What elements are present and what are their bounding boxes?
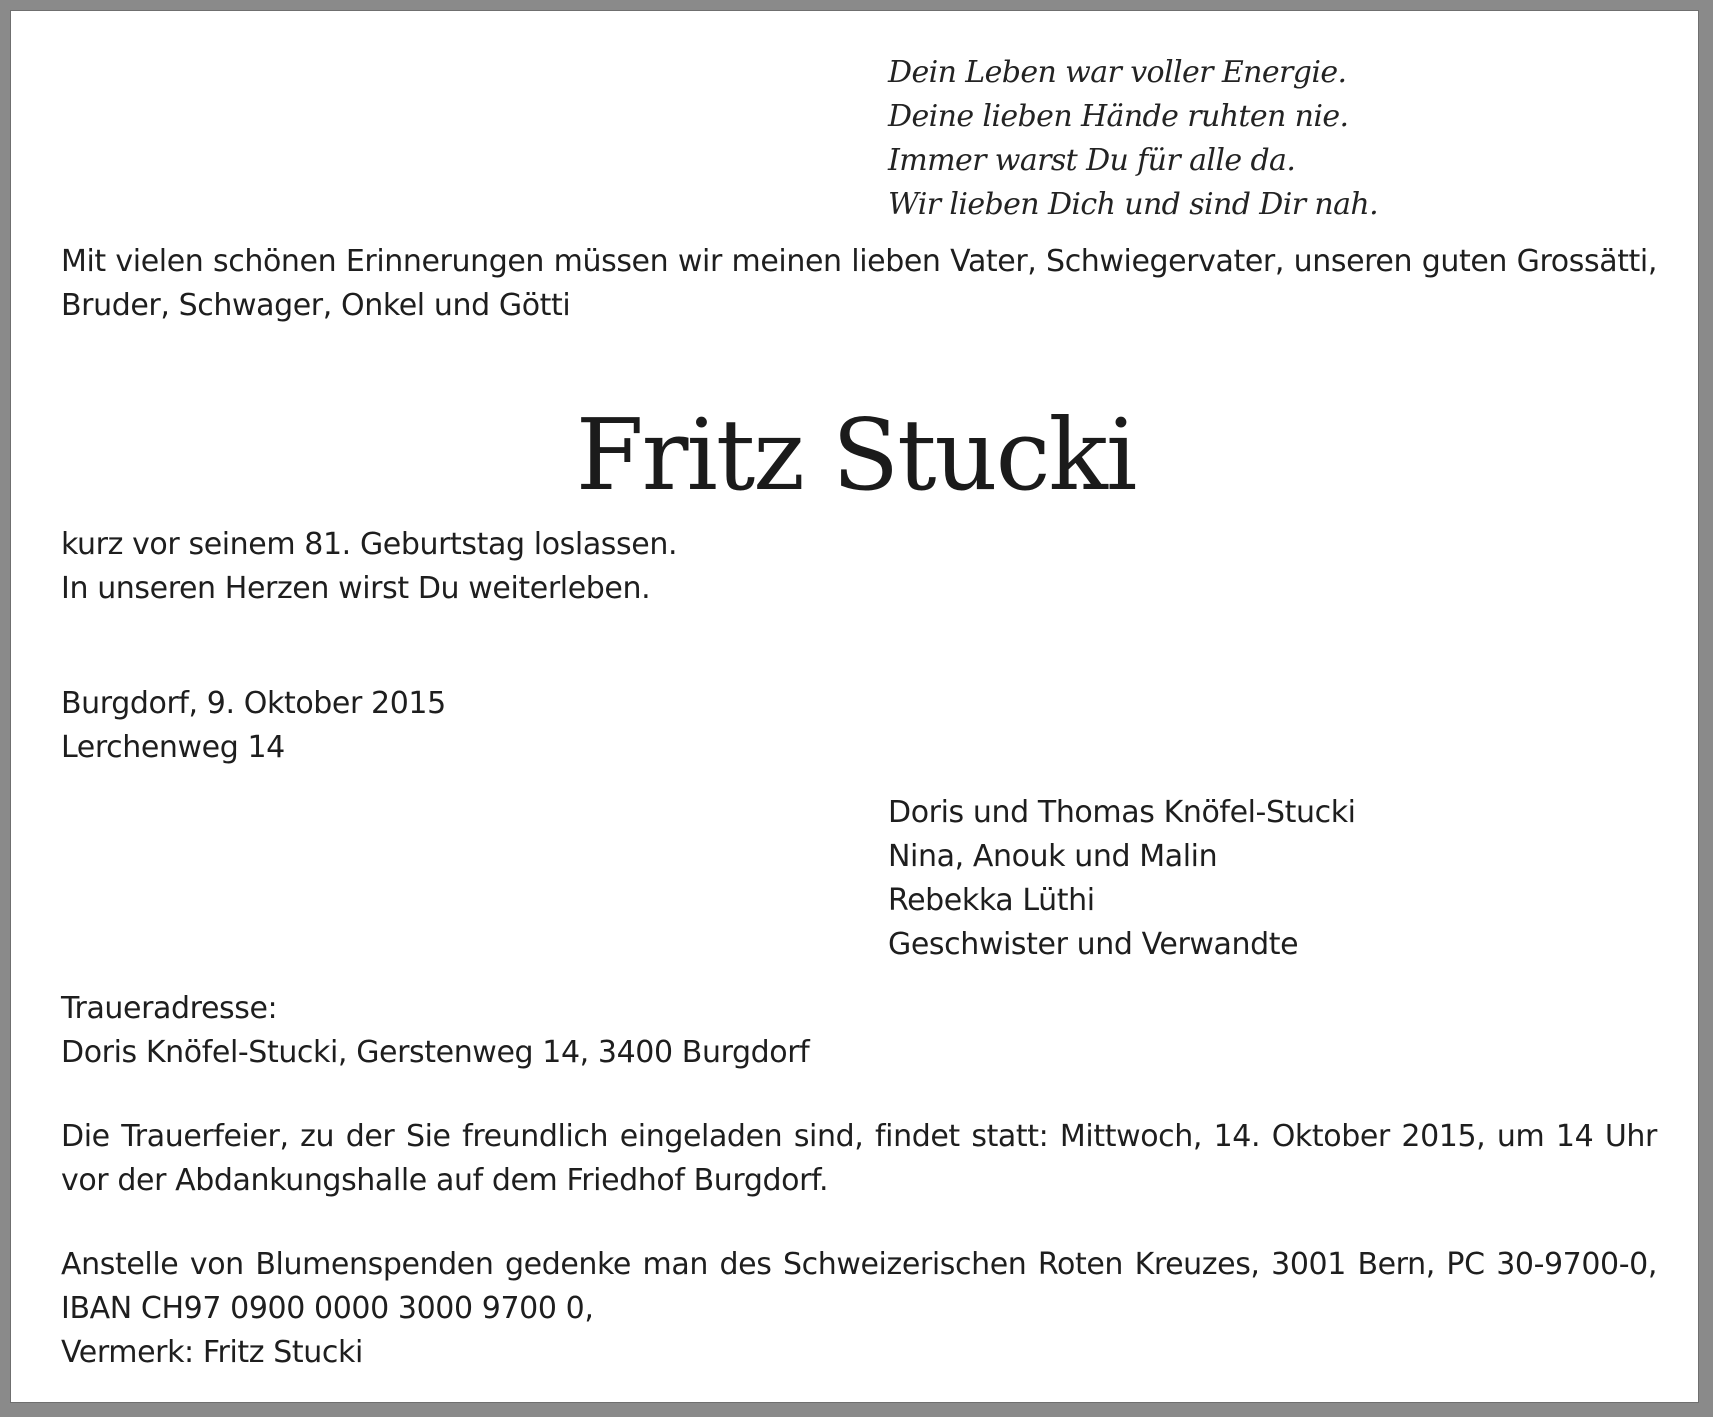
poem [888,51,1378,227]
intro-paragraph [61,240,1657,328]
intro-line: Bruder, Schwager, Onkel und Götti [61,288,571,323]
closing-line: kurz vor seinem 81. Geburtstag loslassen. [61,527,678,562]
intro-line: Mit vielen schönen Erinnerungen müssen wir meinen lieben Vater, Schwiegervater, unseren guten Grossätti, [61,244,1657,279]
ceremony-line: Die Trauerfeier, zu der Sie freundlich eingeladen sind, findet statt: Mittwoch, 14. Oktober 2015, um 14 Uhr [61,1119,1657,1154]
donation-line: Anstelle von Blumenspenden gedenke man des Schweizerischen Roten Kreuzes, 3001 Bern, PC 30-9700-0, [61,1247,1657,1282]
poem-line: Deine lieben Hände ruhten nie. [888,99,1349,134]
mourning-address [61,987,809,1075]
donation-line: IBAN CH97 0900 0000 3000 9700 0, [61,1291,594,1326]
ceremony-line: vor der Abdankungshalle auf dem Friedhof Burgdorf. [61,1163,829,1198]
family-line: Rebekka Lüthi [888,883,1095,918]
family-line: Nina, Anouk und Malin [888,839,1218,874]
donation-line: Vermerk: Fritz Stucki [61,1335,363,1370]
ceremony-paragraph [61,1115,1657,1203]
mourning-address-label: Traueradresse: [61,991,278,1026]
family-line: Geschwister und Verwandte [888,927,1299,962]
mourning-address-value: Doris Knöfel-Stucki, Gerstenweg 14, 3400 Burgdorf [61,1035,810,1070]
closing-line: In unseren Herzen wirst Du weiterleben. [61,571,651,606]
place-date-line: Lerchenweg 14 [61,730,285,765]
obituary-card [10,10,1699,1403]
poem-line: Dein Leben war voller Energie. [888,55,1347,90]
closing-paragraph [61,523,677,611]
place-date [61,682,446,770]
place-date-line: Burgdorf, 9. Oktober 2015 [61,686,446,721]
poem-line: Immer warst Du für alle da. [888,143,1296,178]
family-signatures [888,791,1356,967]
family-line: Doris und Thomas Knöfel-Stucki [888,795,1356,830]
poem-line: Wir lieben Dich und sind Dir nah. [888,187,1379,222]
deceased-name: Fritz Stucki [575,399,1136,513]
donation-paragraph [61,1243,1657,1375]
